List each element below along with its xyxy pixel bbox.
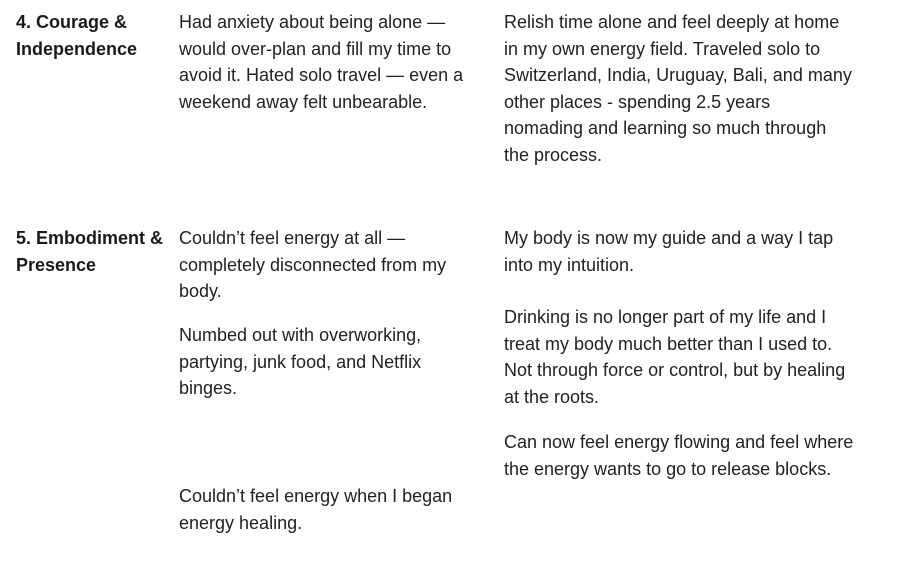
after-text: Can now feel energy flowing and feel where the energy wants to go to release blocks.	[504, 432, 854, 479]
before-text: Couldn’t feel energy at all — completely disconnected from my body.	[179, 228, 447, 301]
before-text: Couldn’t feel energy when I began energy healing.	[179, 486, 453, 533]
before-cell	[179, 9, 479, 115]
before-text: Numbed out with overworking, partying, junk food, and Netflix binges.	[179, 325, 422, 398]
row-label: 5. Embodiment & Presence	[16, 228, 164, 275]
table-row	[0, 9, 897, 179]
row-label: 4. Courage & Independence	[16, 12, 138, 59]
before-text: Had anxiety about being alone — would over-plan and fill my time to avoid it. Hated solo travel — even a weekend away felt unbearable.	[179, 12, 464, 112]
before-cell	[179, 225, 479, 545]
after-text: My body is now my guide and a way I tap into my intuition.	[504, 228, 834, 275]
after-cell	[504, 9, 854, 168]
table-row	[0, 225, 897, 545]
after-cell	[504, 225, 854, 545]
after-text: Relish time alone and feel deeply at home in my own energy field. Traveled solo to Switzerland, India, Uruguay, Bali, and many other places - spending 2.5 years nomading and learning so much through the process.	[504, 12, 852, 165]
after-text: Drinking is no longer part of my life and I treat my body much better than I used to. Not through force or control, but by healing at the roots.	[504, 307, 846, 407]
